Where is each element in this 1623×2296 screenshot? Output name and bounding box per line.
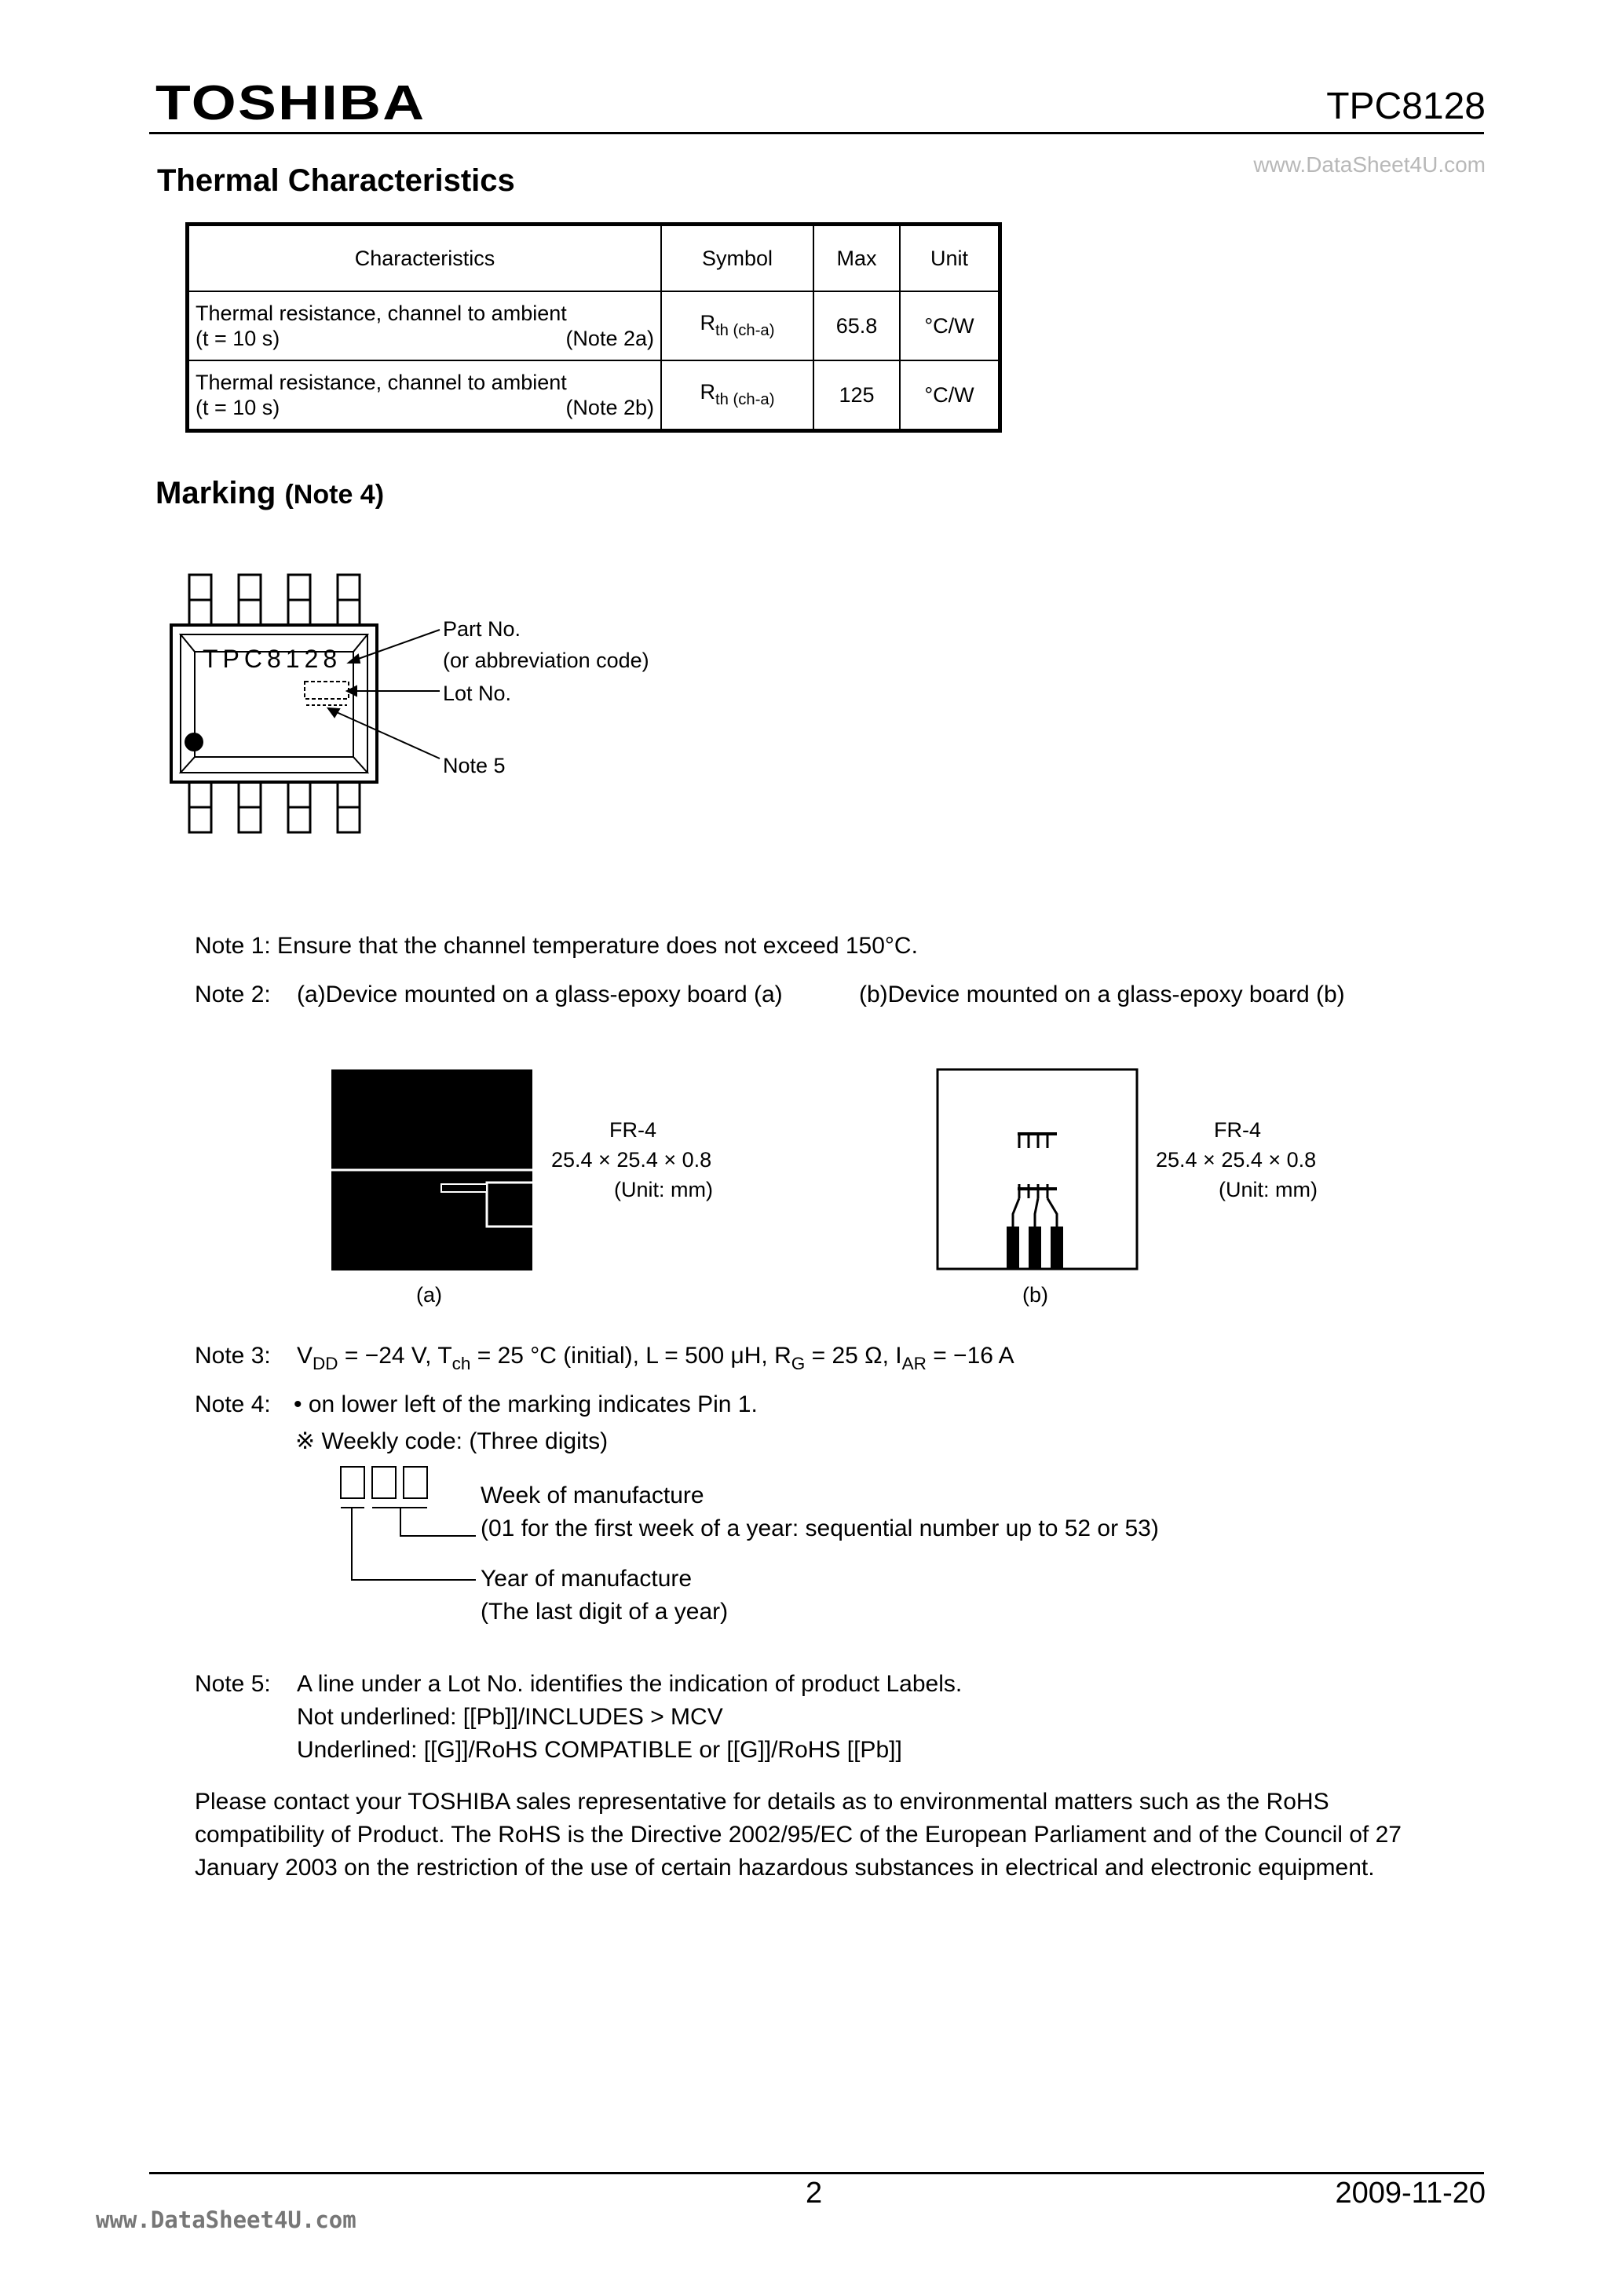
bevel-bottom — [181, 757, 367, 773]
note3-r-val: = 25 Ω, I — [805, 1343, 902, 1369]
year-label: Year of manufacture — [481, 1566, 693, 1592]
leaders — [328, 630, 440, 759]
header-rule — [149, 132, 1484, 134]
row-max: 125 — [813, 360, 900, 431]
note5-label: Note 5: — [195, 1671, 271, 1697]
revision-date: 2009-11-20 — [1335, 2177, 1486, 2210]
note3-text — [297, 1343, 1014, 1374]
thermal-title: Thermal Characteristics — [157, 163, 515, 198]
note3-v: V — [297, 1343, 313, 1369]
footer-rule — [149, 2172, 1484, 2174]
note3-v-sub: DD — [313, 1353, 338, 1373]
label-abbrev: (or abbreviation code) — [443, 649, 649, 672]
bottom-pins — [189, 782, 360, 832]
watermark-top: www.DataSheet4U.com — [1253, 152, 1486, 177]
row-note: (Note 2a) — [565, 327, 654, 350]
board-b-icon — [936, 1068, 1140, 1272]
note3-v-val: = −24 V, T — [338, 1343, 452, 1369]
year-desc: (The last digit of a year) — [481, 1599, 729, 1625]
symbol-main: R — [700, 311, 716, 335]
note2-label: Note 2: — [195, 982, 271, 1007]
row-unit: °C/W — [900, 291, 1000, 360]
toshiba-logo: TOSHIBA — [155, 76, 426, 130]
note4-label: Note 4: — [195, 1391, 271, 1417]
label-note5: Note 5 — [443, 754, 506, 777]
rohs-line: January 2003 on the restriction of the use of certain hazardous substances in electrical and electronic equipment. — [195, 1855, 1375, 1881]
digit-box — [372, 1467, 396, 1498]
watermark-bottom: www.DataSheet4U.com — [96, 2206, 356, 2233]
board-a-unit: (Unit: mm) — [614, 1178, 713, 1201]
symbol-sub: th (ch-a) — [715, 322, 775, 340]
table-header-row — [188, 225, 1000, 292]
row-cond-line — [196, 326, 654, 351]
row-characteristic — [188, 291, 662, 360]
table-row — [188, 360, 1000, 431]
note3-t-val: = 25 °C (initial), L = 500 μH, R — [470, 1343, 791, 1369]
marking-title-note: (Note 4) — [284, 480, 385, 510]
row-cond: (t = 10 s) — [196, 327, 280, 350]
rohs-line: Please contact your TOSHIBA sales representative for details as to environmental matters such as the RoHS — [195, 1789, 1329, 1815]
row-characteristic — [188, 360, 662, 431]
chip-text: TPC8128 — [203, 645, 342, 673]
board-b-caption: (b) — [1022, 1283, 1048, 1307]
row-cond-line — [196, 395, 654, 420]
note3-i-sub: AR — [901, 1353, 927, 1373]
note3-i-val: = −16 A — [926, 1343, 1014, 1369]
part-number: TPC8128 — [1326, 86, 1486, 127]
note2-b: (b)Device mounted on a glass-epoxy board (b) — [859, 982, 1345, 1007]
board-a-material: FR-4 — [609, 1118, 656, 1142]
row-cond: (t = 10 s) — [196, 396, 280, 419]
rohs-paragraph — [195, 1786, 1402, 1885]
col-symbol: Symbol — [661, 225, 813, 292]
label-lot-no: Lot No. — [443, 682, 512, 705]
note5-line3: Underlined: [[G]]/RoHS COMPATIBLE or [[G]]/RoHS [[Pb]] — [297, 1737, 902, 1763]
row-max: 65.8 — [813, 291, 900, 360]
symbol-main: R — [700, 380, 716, 404]
row-symbol — [661, 360, 813, 431]
marking-title-text: Marking — [155, 476, 276, 510]
board-a-dims: 25.4 × 25.4 × 0.8 — [551, 1148, 712, 1172]
note4-line1: • on lower left of the marking indicates Pin 1. — [294, 1391, 758, 1417]
page-number: 2 — [806, 2177, 823, 2210]
symbol-sub: th (ch-a) — [715, 391, 775, 409]
note2-a: (a)Device mounted on a glass-epoxy board (a) — [297, 982, 783, 1007]
col-unit: Unit — [900, 225, 1000, 292]
note1: Note 1: Ensure that the channel temperature does not exceed 150°C. — [195, 933, 918, 959]
thermal-table — [185, 222, 1002, 433]
board-b-unit: (Unit: mm) — [1219, 1178, 1318, 1201]
marking-title — [155, 476, 384, 511]
board-b-material: FR-4 — [1214, 1118, 1261, 1142]
note3-t-sub: ch — [451, 1353, 471, 1373]
digit-box — [341, 1467, 364, 1498]
weekly-code-diagram — [338, 1464, 495, 1589]
note3-label: Note 3: — [195, 1343, 271, 1369]
col-characteristics: Characteristics — [188, 225, 662, 292]
row-unit: °C/W — [900, 360, 1000, 431]
board-a-icon — [330, 1068, 534, 1272]
lot-box — [305, 682, 349, 699]
rohs-line: compatibility of Product. The RoHS is the Directive 2002/95/EC of the European Parliament and of the Council of 27 — [195, 1822, 1402, 1848]
week-desc: (01 for the first week of a year: sequential number up to 52 or 53) — [481, 1515, 1159, 1541]
marking-diagram — [157, 565, 722, 848]
table-row — [188, 291, 1000, 360]
row-char-text: Thermal resistance, channel to ambient — [196, 371, 567, 394]
pin1-dot — [185, 733, 203, 751]
label-part-no: Part No. — [443, 617, 521, 641]
note4-line2: ※ Weekly code: (Three digits) — [295, 1428, 609, 1454]
note3-r-sub: G — [791, 1353, 806, 1373]
top-pins — [189, 575, 360, 625]
note5-line2: Not underlined: [[Pb]]/INCLUDES > MCV — [297, 1704, 723, 1730]
board-b-dims: 25.4 × 25.4 × 0.8 — [1156, 1148, 1317, 1172]
row-note: (Note 2b) — [565, 396, 654, 419]
row-char-text: Thermal resistance, channel to ambient — [196, 302, 567, 325]
week-label: Week of manufacture — [481, 1483, 704, 1508]
col-max: Max — [813, 225, 900, 292]
row-symbol — [661, 291, 813, 360]
board-a-caption: (a) — [416, 1283, 442, 1307]
digit-box — [404, 1467, 427, 1498]
note5-line1: A line under a Lot No. identifies the indication of product Labels. — [297, 1671, 963, 1697]
